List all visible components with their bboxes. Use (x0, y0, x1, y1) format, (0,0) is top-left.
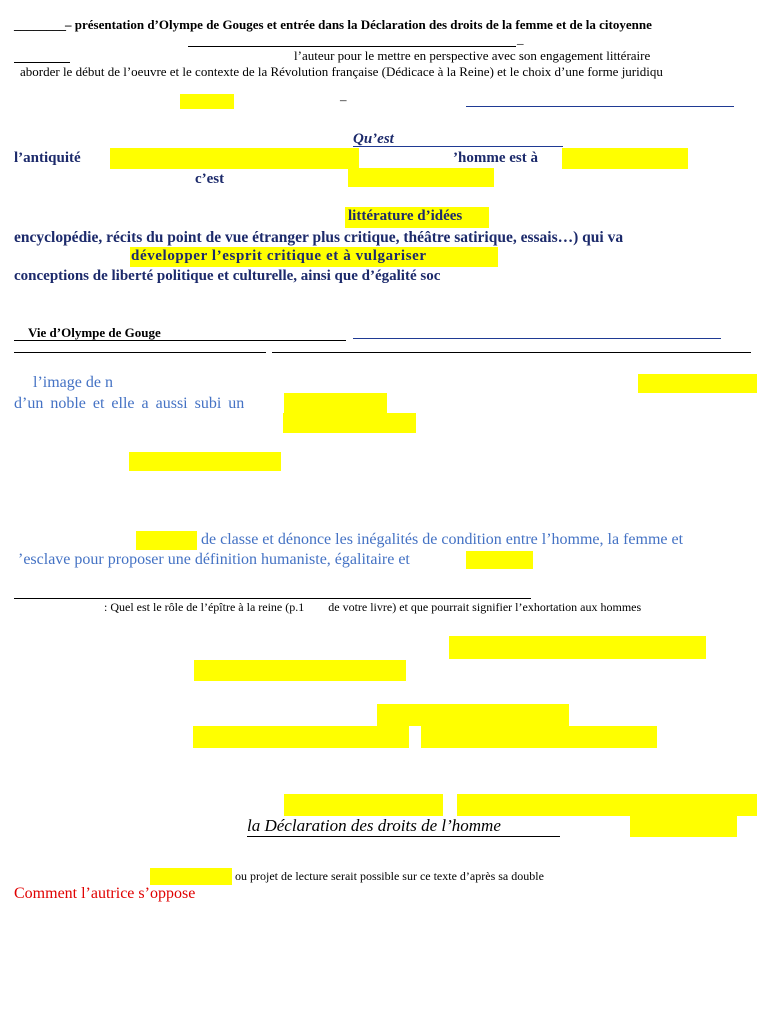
highlight-block (110, 148, 359, 169)
highlight-block (150, 868, 232, 885)
header-title: – présentation d’Olympe de Gouges et entrée dans la Déclaration des droits de la femme et de la citoyenne (65, 17, 652, 32)
litterature-label: littérature d’idées (348, 208, 463, 224)
encyclo-line: encyclopédie, récits du point de vue étranger plus critique, théâtre satirique, essais…) qui va (14, 229, 624, 246)
declaration-rule (247, 836, 560, 837)
highlight-block (284, 794, 443, 816)
highlight-block (638, 374, 757, 393)
classe-line: de classe et dénonce les inégalités de condition entre l’homme, la femme et (201, 531, 684, 548)
highlight-block (630, 816, 737, 837)
highlight-block (129, 452, 281, 471)
vie-rule-left-2 (14, 352, 266, 353)
vie-rule-right (353, 338, 721, 339)
highlight-block (194, 660, 406, 681)
highlight-block (193, 726, 409, 748)
highlight-block (348, 168, 494, 187)
developper-label: développer l’esprit critique et à vulgariser (131, 248, 427, 264)
highlight-block (449, 636, 706, 659)
header-dash-2: – (340, 92, 347, 107)
header-line-3: aborder le début de l’oeuvre et le contexte de la Révolution française (Dédicace à la Reine) et le choix d’une forme juridiqu (20, 64, 663, 79)
quest-label: Qu’est (353, 131, 394, 147)
highlight-block (284, 393, 387, 413)
header-blank: ________ (14, 17, 66, 32)
declaration-title: la Déclaration des droits de l’homme (247, 816, 501, 835)
vie-rule-right-2 (272, 352, 751, 353)
highlight-block (466, 551, 533, 569)
image-line: l’image de n (33, 374, 113, 391)
header-line-2: l’auteur pour le mettre en perspective avec son engagement littéraire (294, 48, 651, 63)
conceptions-line: conceptions de liberté politique et culturelle, ainsi que d’égalité soc (14, 268, 441, 284)
vie-heading: Vie d’Olympe de Gouge (28, 325, 161, 340)
projet-line: ou projet de lecture serait possible sur ce texte d’après sa double (235, 869, 544, 883)
vie-rule-left (14, 340, 346, 341)
answer-rule-1 (466, 106, 734, 107)
header-dash-1: _ (517, 31, 524, 46)
highlight-block (180, 94, 234, 109)
highlight-block (562, 148, 688, 169)
noble-line: d’un noble et elle a aussi subi un (14, 395, 245, 412)
comment-line: Comment l’autrice s’oppose (14, 885, 196, 902)
header-rule-2 (14, 62, 70, 63)
highlight-block (377, 704, 569, 726)
cest-label: c’est (195, 171, 225, 187)
quest-rule (353, 146, 563, 147)
highlight-block (457, 794, 757, 816)
highlight-block (421, 726, 657, 748)
highlight-block (283, 413, 416, 433)
question-rule (14, 598, 531, 599)
question-line: : Quel est le rôle de l’épître à la reine (p.1 de votre livre) et que pourrait signifier l’exhortation aux hommes (104, 600, 642, 614)
antiquite-label: l’antiquité (14, 150, 81, 166)
highlight-block (136, 531, 197, 550)
header-rule-1 (188, 46, 516, 47)
homme-est-label: ’homme est à (453, 150, 538, 166)
esclave-line: ’esclave pour proposer une définition humaniste, égalitaire et (18, 551, 410, 568)
